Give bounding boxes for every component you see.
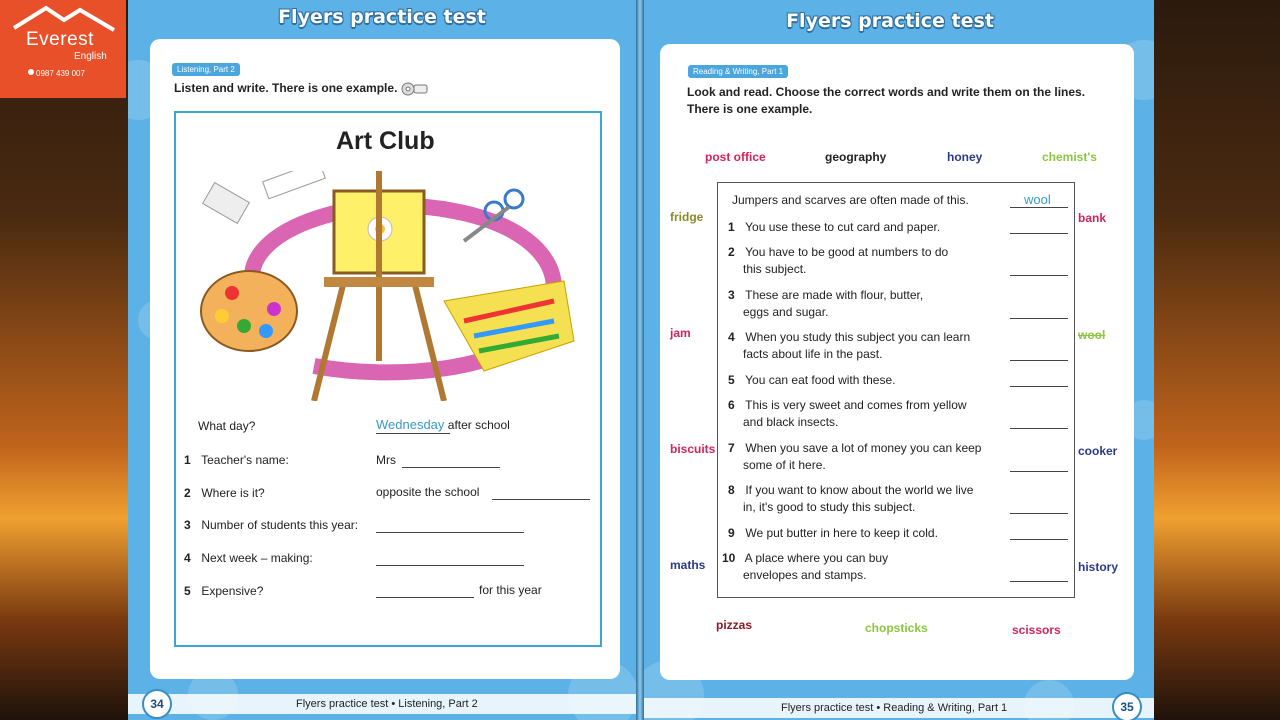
word-post-office: post office — [705, 150, 766, 164]
item-10-line2: envelopes and stamps. — [743, 568, 867, 582]
example-answer-word: Wednesday — [376, 417, 445, 432]
item-6-line[interactable] — [1010, 428, 1068, 429]
page-number: 34 — [142, 689, 172, 719]
test-card — [660, 44, 1134, 680]
answer-1-line[interactable] — [402, 467, 500, 468]
question-5: 5 Expensive? — [184, 584, 264, 598]
answer-2-prefix: opposite the school — [376, 485, 480, 499]
item-3: 3 These are made with flour, butter, — [728, 288, 924, 302]
example-after: after school — [447, 418, 510, 432]
footer-text: Flyers practice test • Listening, Part 2 — [296, 698, 478, 710]
answer-3-line[interactable] — [376, 532, 524, 533]
item-8-line2: in, it's good to study this subject. — [743, 500, 916, 514]
item-5-line[interactable] — [1010, 386, 1068, 387]
word-maths: maths — [670, 558, 706, 572]
page-footer — [644, 698, 1154, 718]
item-6-line2: and black insects. — [743, 415, 839, 429]
item-10: 10 A place where you can buy — [722, 551, 889, 565]
item-4: 4 When you study this subject you can learn — [728, 330, 971, 344]
art-club-box — [174, 111, 602, 647]
item-1-line[interactable] — [1010, 233, 1068, 234]
page-footer — [128, 694, 636, 714]
word-fridge: fridge — [670, 210, 704, 224]
cd-track-icon — [401, 82, 429, 96]
item-1: 1 You use these to cut card and paper. — [728, 220, 941, 234]
item-5: 5 You can eat food with these. — [728, 373, 896, 387]
word-chopsticks: chopsticks — [865, 621, 928, 635]
question-1: 1 Teacher's name: — [184, 453, 289, 467]
word-cooker: cooker — [1078, 444, 1118, 458]
answer-1-prefix: Mrs — [376, 453, 396, 467]
answer-2-line[interactable] — [492, 499, 590, 500]
brand-subtitle: English — [74, 51, 107, 62]
item-10-line[interactable] — [1010, 581, 1068, 582]
page-number: 35 — [1112, 692, 1142, 720]
page-title: Flyers practice test — [786, 10, 994, 32]
item-2: 2 You have to be good at numbers to do — [728, 245, 949, 259]
item-7: 7 When you save a lot of money you can keep — [728, 441, 982, 455]
example-question: Jumpers and scarves are often made of this. — [732, 193, 969, 207]
item-8: 8 If you want to know about the world we live — [728, 483, 974, 497]
mountain-logo-icon — [12, 4, 116, 32]
example-line — [376, 433, 450, 434]
answer-5-line[interactable] — [376, 597, 474, 598]
item-2-line2: this subject. — [743, 262, 807, 276]
question-3: 3 Number of students this year: — [184, 518, 359, 532]
word-wool-crossed: wool — [1078, 328, 1106, 342]
section-tag: Reading & Writing, Part 1 — [688, 65, 788, 78]
example-line — [1010, 207, 1068, 208]
item-3-line[interactable] — [1010, 318, 1068, 319]
test-card — [150, 39, 620, 679]
footer-text: Flyers practice test • Reading & Writing, Part 1 — [781, 702, 1008, 714]
brand-logo — [0, 0, 126, 98]
page-title: Flyers practice test — [278, 6, 486, 28]
item-8-line[interactable] — [1010, 513, 1068, 514]
answer-4-line[interactable] — [376, 565, 524, 566]
item-7-line2: some of it here. — [743, 458, 826, 472]
word-geography: geography — [825, 150, 887, 164]
art-supplies-illustration — [194, 171, 584, 401]
item-9-line[interactable] — [1010, 539, 1068, 540]
word-history: history — [1078, 560, 1119, 574]
word-honey: honey — [947, 150, 983, 164]
item-7-line[interactable] — [1010, 471, 1068, 472]
brand-phone: 0987 439 007 — [36, 69, 85, 78]
instruction: Listen and write. There is one example. — [174, 81, 429, 96]
word-pizzas: pizzas — [716, 618, 753, 632]
item-6: 6 This is very sweet and comes from yellow — [728, 398, 967, 412]
example-question: What day? — [198, 419, 256, 433]
left-page — [128, 0, 636, 720]
item-9: 9 We put butter in here to keep it cold. — [728, 526, 938, 540]
instruction-line-2: There is one example. — [687, 102, 813, 116]
phone-icon — [28, 69, 34, 75]
word-scissors: scissors — [1012, 623, 1061, 637]
brand-name: Everest — [26, 29, 94, 50]
item-4-line2: facts about life in the past. — [743, 347, 883, 361]
questions-box — [717, 182, 1075, 598]
item-3-line2: eggs and sugar. — [743, 305, 829, 319]
answer-5-suffix: for this year — [479, 583, 542, 597]
instruction-line-1: Look and read. Choose the correct words and write them on the lines. — [687, 85, 1086, 99]
item-4-line[interactable] — [1010, 360, 1068, 361]
word-biscuits: biscuits — [670, 442, 716, 456]
art-club-heading: Art Club — [336, 127, 435, 155]
word-bank: bank — [1078, 211, 1107, 225]
example-answer — [376, 417, 510, 432]
question-2: 2 Where is it? — [184, 486, 265, 500]
right-page — [644, 0, 1154, 720]
section-tag: Listening, Part 2 — [172, 63, 240, 76]
word-jam: jam — [670, 326, 691, 340]
example-answer: wool — [1024, 192, 1051, 207]
word-chemists: chemist's — [1042, 150, 1097, 164]
item-2-line[interactable] — [1010, 275, 1068, 276]
question-4: 4 Next week – making: — [184, 551, 313, 565]
book-spine — [636, 0, 644, 720]
